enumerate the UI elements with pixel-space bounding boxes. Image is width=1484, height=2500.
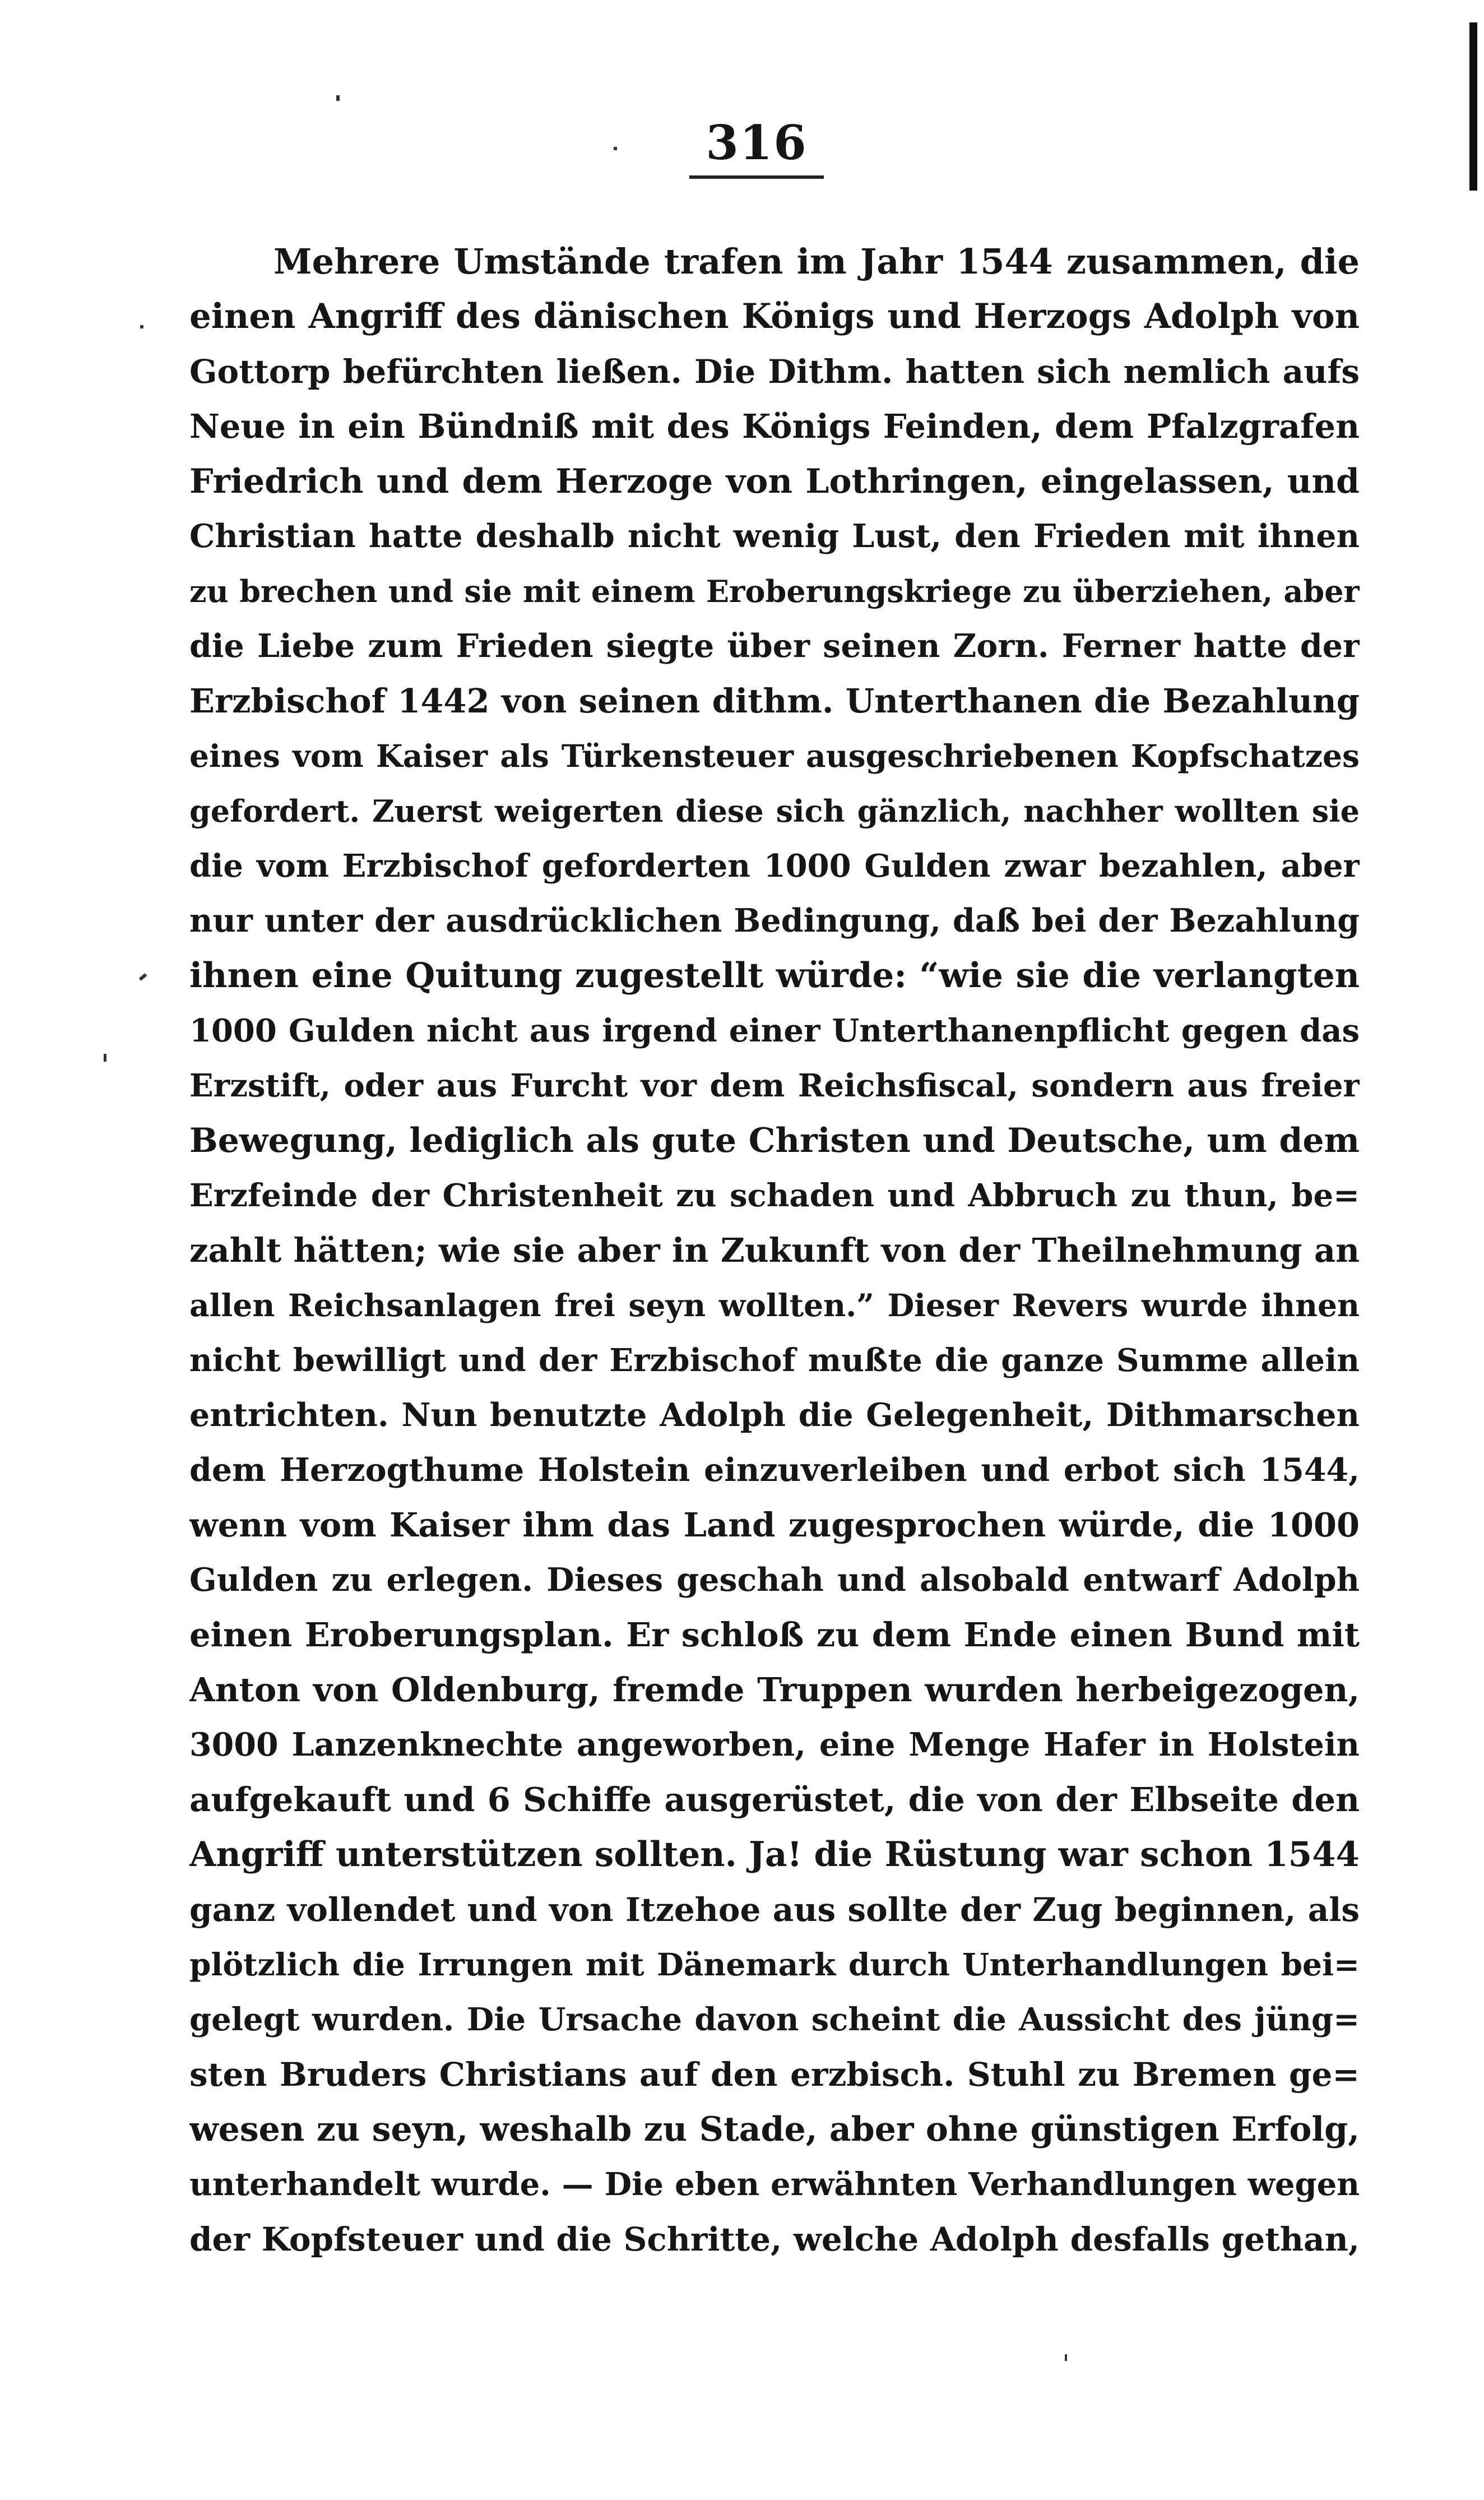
text-line: Bewegung, lediglich als gute Christen und Deutsche, um dem	[189, 1121, 1360, 1160]
text-line: einen Angriff des dänischen Königs und Herzogs Adolph von	[189, 297, 1360, 336]
text-line: 1000 Gulden nicht aus irgend einer Unterthanenpflicht gegen das	[189, 1012, 1360, 1049]
text-line: unterhandelt wurde. — Die eben erwähnten Verhandlungen wegen	[189, 2166, 1360, 2203]
text-line: wesen zu seyn, weshalb zu Stade, aber ohne günstigen Erfolg,	[189, 2110, 1360, 2149]
speck-mark	[140, 325, 143, 328]
text-line: Erzbischof 1442 von seinen dithm. Unterthanen die Bezahlung	[189, 682, 1360, 720]
text-line: dem Herzogthume Holstein einzuverleiben und erbot sich 1544,	[189, 1451, 1360, 1489]
text-line: gelegt wurden. Die Ursache davon scheint die Aussicht des jüng=	[189, 2001, 1360, 2038]
text-line: nur unter der ausdrücklichen Bedingung, daß bei der Bezahlung	[189, 902, 1360, 939]
text-line: ganz vollendet und von Itzehoe aus sollte der Zug beginnen, als	[189, 1891, 1360, 1929]
text-line: gefordert. Zuerst weigerten diese sich gänzlich, nachher wollten sie	[189, 793, 1360, 829]
text-line: die vom Erzbischof geforderten 1000 Gulden zwar bezahlen, aber	[189, 848, 1360, 885]
speck-mark	[1065, 2354, 1067, 2361]
text-line: Friedrich und dem Herzoge von Lothringen, eingelassen, und	[189, 462, 1360, 501]
text-line: Erzfeinde der Christenheit zu schaden und Abbruch zu thun, be=	[189, 1177, 1360, 1214]
text-line: Anton von Oldenburg, fremde Truppen wurden herbeigezogen,	[189, 1670, 1360, 1709]
text-line: nicht bewilligt und der Erzbischof mußte die ganze Summe allein	[189, 1342, 1360, 1379]
text-line: die Liebe zum Frieden siegte über seinen Zorn. Ferner hatte der	[189, 627, 1360, 665]
text-line: allen Reichsanlagen frei seyn wollten.” Dieser Revers wurde ihnen	[189, 1287, 1360, 1323]
page-number: 316	[689, 115, 824, 179]
text-line: plötzlich die Irrungen mit Dänemark durch Unterhandlungen bei=	[189, 1946, 1360, 1983]
text-line: Gottorp befürchten ließen. Die Dithm. hatten sich nemlich aufs	[189, 353, 1360, 391]
speck-mark	[104, 1054, 106, 1062]
text-line: Gulden zu erlegen. Dieses geschah und alsobald entwarf Adolph	[189, 1561, 1360, 1599]
text-line: entrichten. Nun benutzte Adolph die Gelegenheit, Dithmarschen	[189, 1396, 1360, 1434]
text-line: aufgekauft und 6 Schiffe ausgerüstet, die von der Elbseite den	[189, 1780, 1360, 1819]
speck-mark	[614, 147, 617, 150]
text-line: einen Eroberungsplan. Er schloß zu dem Ende einen Bund mit	[189, 1615, 1360, 1654]
speck-mark	[336, 95, 340, 101]
text-line: ihnen eine Quitung zugestellt würde: “wie sie die verlangten	[189, 956, 1360, 996]
text-line: sten Bruders Christians auf den erzbisch. Stuhl zu Bremen ge=	[189, 2055, 1360, 2094]
text-line: zu brechen und sie mit einem Eroberungskriege zu überziehen, aber	[189, 573, 1360, 609]
text-line: zahlt hätten; wie sie aber in Zukunft von der Theilnehmung an	[189, 1231, 1360, 1270]
text-line: der Kopfsteuer und die Schritte, welche Adolph desfalls gethan,	[189, 2220, 1360, 2258]
text-line: Erzstift, oder aus Furcht vor dem Reichsfiscal, sondern aus freier	[189, 1067, 1360, 1104]
page-edge-shadow	[1469, 22, 1477, 191]
speck-mark	[139, 973, 147, 981]
text-line: Angriff unterstützen sollten. Ja! die Rüstung war schon 1544	[189, 1835, 1360, 1874]
text-line: Christian hatte deshalb nicht wenig Lust, den Frieden mit ihnen	[189, 517, 1360, 555]
text-line: eines vom Kaiser als Türkensteuer ausgeschriebenen Kopfschatzes	[189, 738, 1360, 774]
text-line: Mehrere Umstände trafen im Jahr 1544 zusammen, die	[273, 241, 1360, 282]
text-line: wenn vom Kaiser ihm das Land zugesprochen würde, die 1000	[189, 1506, 1360, 1544]
body-text	[189, 234, 1360, 2267]
text-line: Neue in ein Bündniß mit des Königs Feinden, dem Pfalzgrafen	[189, 407, 1360, 446]
text-line: 3000 Lanzenknechte angeworben, eine Menge Hafer in Holstein	[189, 1726, 1360, 1763]
